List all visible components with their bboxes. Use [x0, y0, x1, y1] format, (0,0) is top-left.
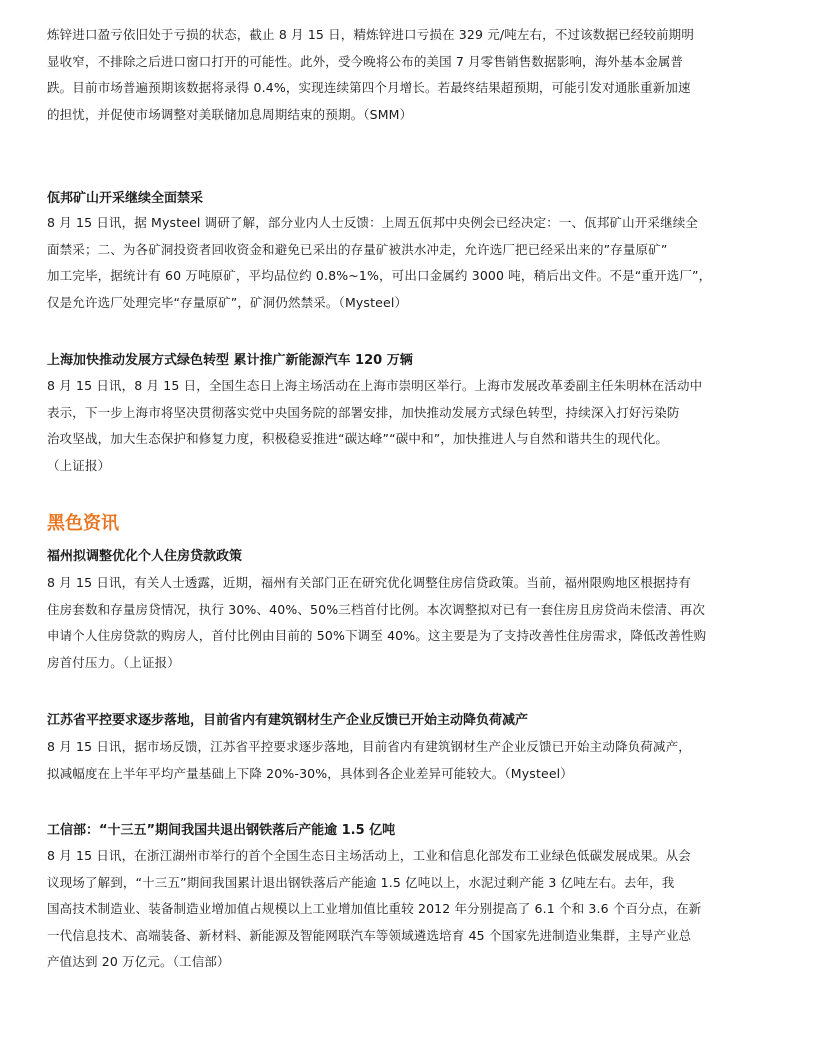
article-body: [47, 734, 773, 787]
paragraph-line: 治攻坚战，加大生态保护和修复力度，积极稳妥推进“碳达峰”“碳中和”，加快推进人与自然和谐共生的现代化。: [47, 431, 669, 446]
paragraph-line: 住房套数和存量房贷情况，执行 30%、40%、50%三档首付比例。本次调整拟对已有一套住房且房贷尚未偿清、再次: [47, 601, 706, 617]
paragraph-line: 表示，下一步上海市将坚决贯彻落实党中央国务院的部署安排，加快推动发展方式绿色转型，持续深入打好污染防: [47, 404, 680, 420]
paragraph-line: 房首付压力。（上证报）: [47, 654, 180, 670]
intro-paragraph: [47, 22, 773, 128]
paragraph-line: 拟减幅度在上半年平均产量基础上下降 20%-30%，具体到各企业差异可能较大。（Mysteel）: [47, 765, 573, 781]
paragraph-line: 显收窄，不排除之后进口窗口打开的可能性。此外，受今晚将公布的美国 7 月零售销售数据影响，海外基本金属普: [47, 53, 684, 69]
paragraph-line: 跌。目前市场普遍预期该数据将录得 0.4%，实现连续第四个月增长。若最终结果超预期，可能引发对通胀重新加速: [47, 80, 691, 95]
article-miit-steel-capacity: [47, 821, 773, 841]
article-jiangsu-steel: [47, 711, 773, 731]
article-headline: 江苏省平控要求逐步落地，目前省内有建筑钢材生产企业反馈已开始主动降负荷减产: [47, 713, 529, 728]
paragraph-line: 议现场了解到，“十三五”期间我国累计退出钢铁落后产能逾 1.5 亿吨以上，水泥过剩产能 3 亿吨左右。去年，我: [47, 874, 675, 890]
article-body: [47, 570, 773, 676]
paragraph-line: 加工完毕，据统计有 60 万吨原矿，平均品位约 0.8%~1%，可出口金属约 3000 吨，稍后出文件。不是“重开选厂”，: [47, 268, 712, 283]
paragraph-line: 8 月 15 日讯，据市场反馈，江苏省平控要求逐步落地，目前省内有建筑钢材生产企业反馈已开始主动降负荷减产，: [47, 739, 691, 754]
section-title: 黑色资讯: [47, 513, 119, 534]
paragraph-line: 8 月 15 日讯，据 Mysteel 调研了解，部分业内人士反馈：上周五佤邦中央例会已经决定：一、佤邦矿山开采继续全: [47, 215, 699, 230]
article-headline: 佤邦矿山开采继续全面禁采: [47, 191, 204, 206]
article-shanghai-green: [47, 351, 773, 371]
paragraph-line: 面禁采；二、为各矿洞投资者回收资金和避免已采出的存量矿被洪水冲走，允许选厂把已经采出来的”存量原矿”: [47, 241, 668, 257]
paragraph-line: 申请个人住房贷款的购房人，首付比例由目前的 50%下调至 40%。这主要是为了支持改善性住房需求，降低改善性购: [47, 628, 707, 643]
paragraph-line: 一代信息技术、高端装备、新材料、新能源及智能网联汽车等领域遴选培育 45 个国家先进制造业集群，主导产业总: [47, 927, 692, 943]
article-headline: 福州拟调整优化个人住房贷款政策: [47, 549, 243, 564]
paragraph-line: 产值达到 20 万亿元。（工信部）: [47, 954, 230, 969]
paragraph-line: 仅是允许选厂处理完毕“存量原矿”，矿洞仍然禁采。（Mysteel）: [47, 294, 408, 310]
paragraph-line: （上证报）: [47, 457, 111, 473]
article-headline: 上海加快推动发展方式绿色转型 累计推广新能源汽车 120 万辆: [47, 353, 413, 368]
article-headline: 工信部：“十三五”期间我国共退出钢铁落后产能逾 1.5 亿吨: [47, 823, 396, 838]
article-body: [47, 373, 773, 479]
paragraph-line: 8 月 15 日讯，有关人士透露，近期，福州有关部门正在研究优化调整住房信贷政策。当前，福州限购地区根据持有: [47, 575, 691, 590]
paragraph-line: 8 月 15 日讯，8 月 15 日，全国生态日上海主场活动在上海市崇明区举行。上海市发展改革委副主任朱明林在活动中: [47, 378, 703, 393]
article-body: [47, 210, 773, 316]
article-wa-state-mining: [47, 189, 773, 209]
paragraph-line: 国高技术制造业、装备制造业增加值占规模以上工业增加值比重较 2012 年分别提高了 6.1 个和 3.6 个百分点，在新: [47, 901, 702, 916]
paragraph-line: 的担忧，并促使市场调整对美联储加息周期结束的预期。（SMM）: [47, 106, 413, 122]
paragraph-line: 炼锌进口盈亏依旧处于亏损的状态，截止 8 月 15 日，精炼锌进口亏损在 329 元/吨左右，不过该数据已经较前期明: [47, 27, 694, 42]
article-fuzhou-housing: [47, 547, 773, 567]
paragraph-line: 8 月 15 日讯，在浙江湖州市举行的首个全国生态日主场活动上，工业和信息化部发布工业绿色低碳发展成果。从会: [47, 848, 691, 863]
article-body: [47, 843, 773, 976]
section-header: [47, 511, 773, 537]
